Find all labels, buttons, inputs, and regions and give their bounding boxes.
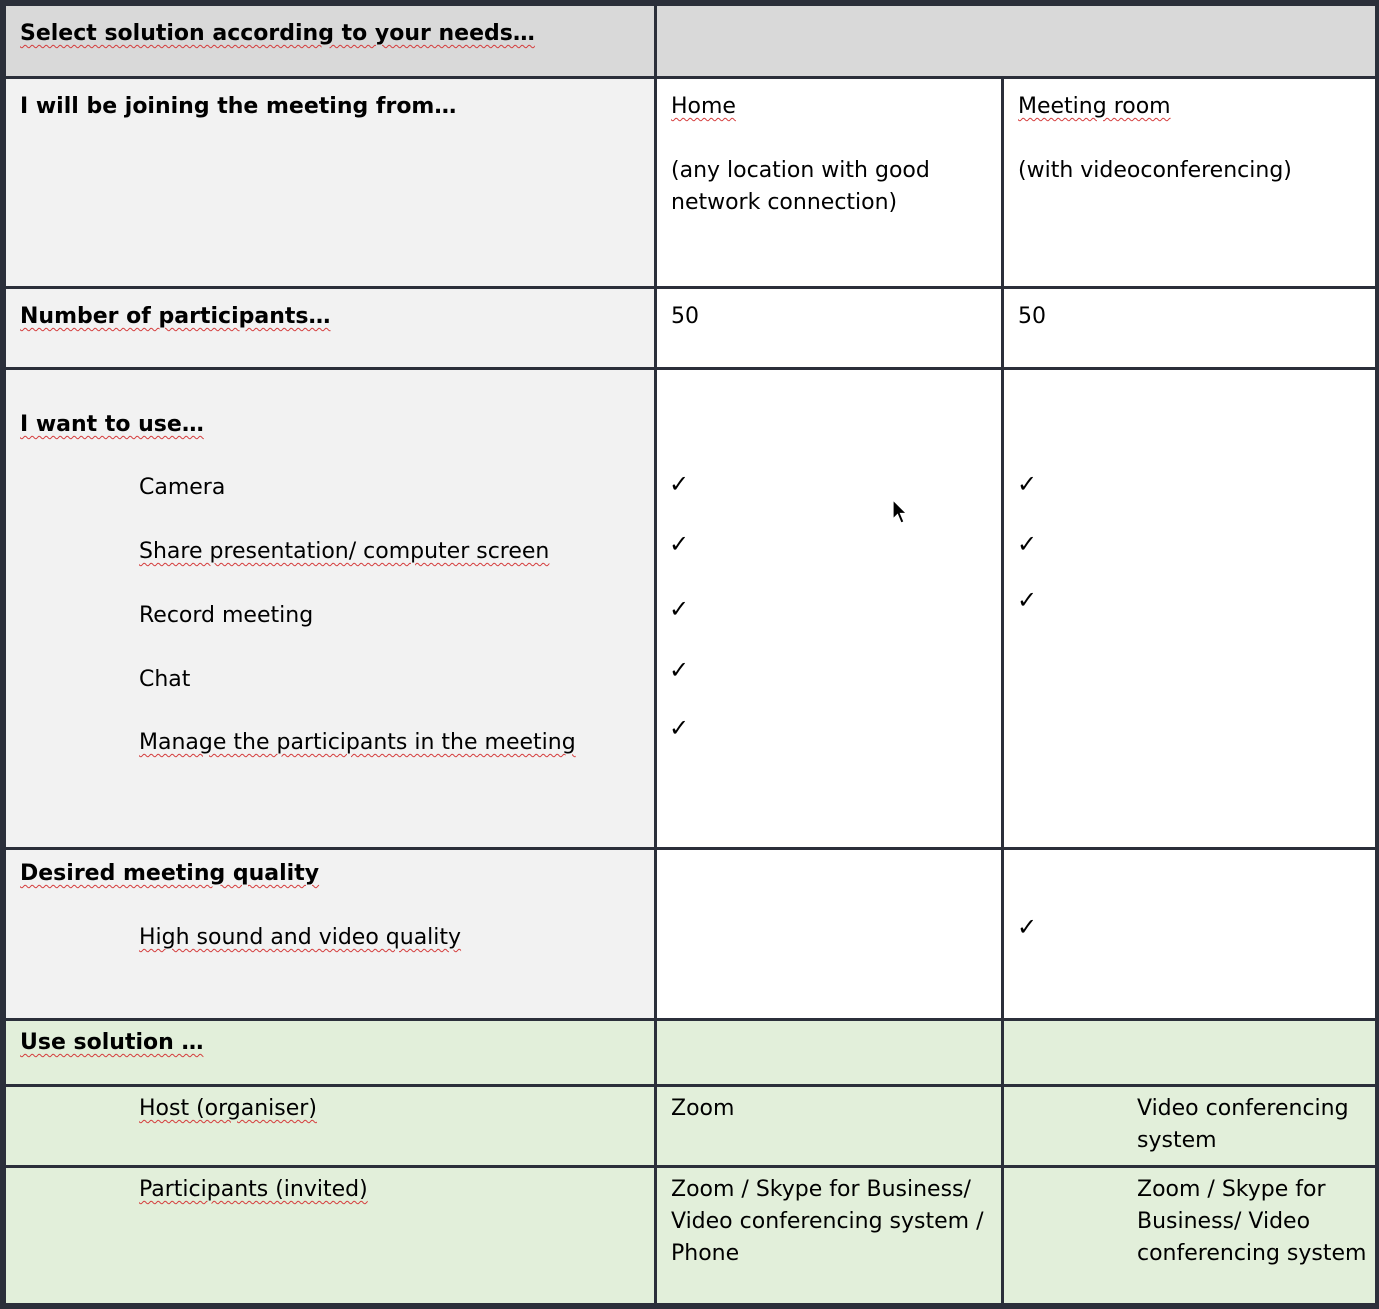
host-room-cell xyxy=(1004,1087,1375,1165)
quality-room-cell xyxy=(1004,850,1375,1018)
participants-room-value: 50 xyxy=(1018,304,1046,329)
features-home-cell xyxy=(657,370,1001,847)
header-label-cell xyxy=(6,6,654,76)
feature-chat-label: Chat xyxy=(139,667,191,692)
invited-home-value: Zoom / Skype for Business/ Video conferencing system / Phone xyxy=(671,1177,984,1266)
joining-room-title: Meeting room xyxy=(1018,94,1171,119)
check-icon: ✓ xyxy=(1017,530,1038,558)
participants-home-value: 50 xyxy=(671,304,699,329)
quality-item-label: High sound and video quality xyxy=(139,925,462,950)
invited-label-cell xyxy=(6,1168,654,1303)
header-empty-cell xyxy=(657,6,1375,76)
host-home-value: Zoom xyxy=(671,1096,735,1121)
check-icon: ✓ xyxy=(669,714,690,742)
invited-label: Participants (invited) xyxy=(139,1177,368,1202)
joining-label: I will be joining the meeting from… xyxy=(20,94,457,119)
check-icon: ✓ xyxy=(669,470,690,498)
check-icon: ✓ xyxy=(669,656,690,684)
participants-label-cell xyxy=(6,289,654,367)
invited-room-cell xyxy=(1004,1168,1375,1303)
feature-manage-participants-label: Manage the participants in the meeting xyxy=(139,730,576,755)
joining-room-cell xyxy=(1004,79,1375,286)
quality-label: Desired meeting quality xyxy=(20,861,320,886)
host-room-value: Video conferencing system xyxy=(1137,1096,1349,1153)
invited-home-cell xyxy=(657,1168,1001,1303)
quality-home-cell xyxy=(657,850,1001,1018)
solution-room-cell xyxy=(1004,1021,1375,1084)
features-label: I want to use… xyxy=(20,412,204,437)
feature-share-screen-label: Share presentation/ computer screen xyxy=(139,539,550,564)
solution-label-cell xyxy=(6,1021,654,1084)
check-icon: ✓ xyxy=(669,530,690,558)
joining-room-note: (with videoconferencing) xyxy=(1018,158,1292,183)
participants-room-cell xyxy=(1004,289,1375,367)
solution-label: Use solution … xyxy=(20,1030,204,1055)
participants-label: Number of participants… xyxy=(20,304,331,329)
solution-home-cell xyxy=(657,1021,1001,1084)
joining-home-cell xyxy=(657,79,1001,286)
quality-label-cell xyxy=(6,850,654,1018)
host-label-cell xyxy=(6,1087,654,1165)
invited-room-value: Zoom / Skype for Business/ Video conferencing system xyxy=(1137,1177,1367,1266)
host-label: Host (organiser) xyxy=(139,1096,317,1121)
header-title: Select solution according to your needs… xyxy=(20,21,535,46)
check-icon: ✓ xyxy=(1017,586,1038,614)
joining-home-note: (any location with good network connection) xyxy=(671,158,930,215)
joining-label-cell xyxy=(6,79,654,286)
check-icon: ✓ xyxy=(1017,913,1038,941)
joining-home-title: Home xyxy=(671,94,736,119)
feature-record-label: Record meeting xyxy=(139,603,314,628)
check-icon: ✓ xyxy=(1017,470,1038,498)
participants-home-cell xyxy=(657,289,1001,367)
features-label-cell xyxy=(6,370,654,847)
feature-camera-label: Camera xyxy=(139,475,226,500)
check-icon: ✓ xyxy=(669,595,690,623)
features-room-cell xyxy=(1004,370,1375,847)
host-home-cell xyxy=(657,1087,1001,1165)
